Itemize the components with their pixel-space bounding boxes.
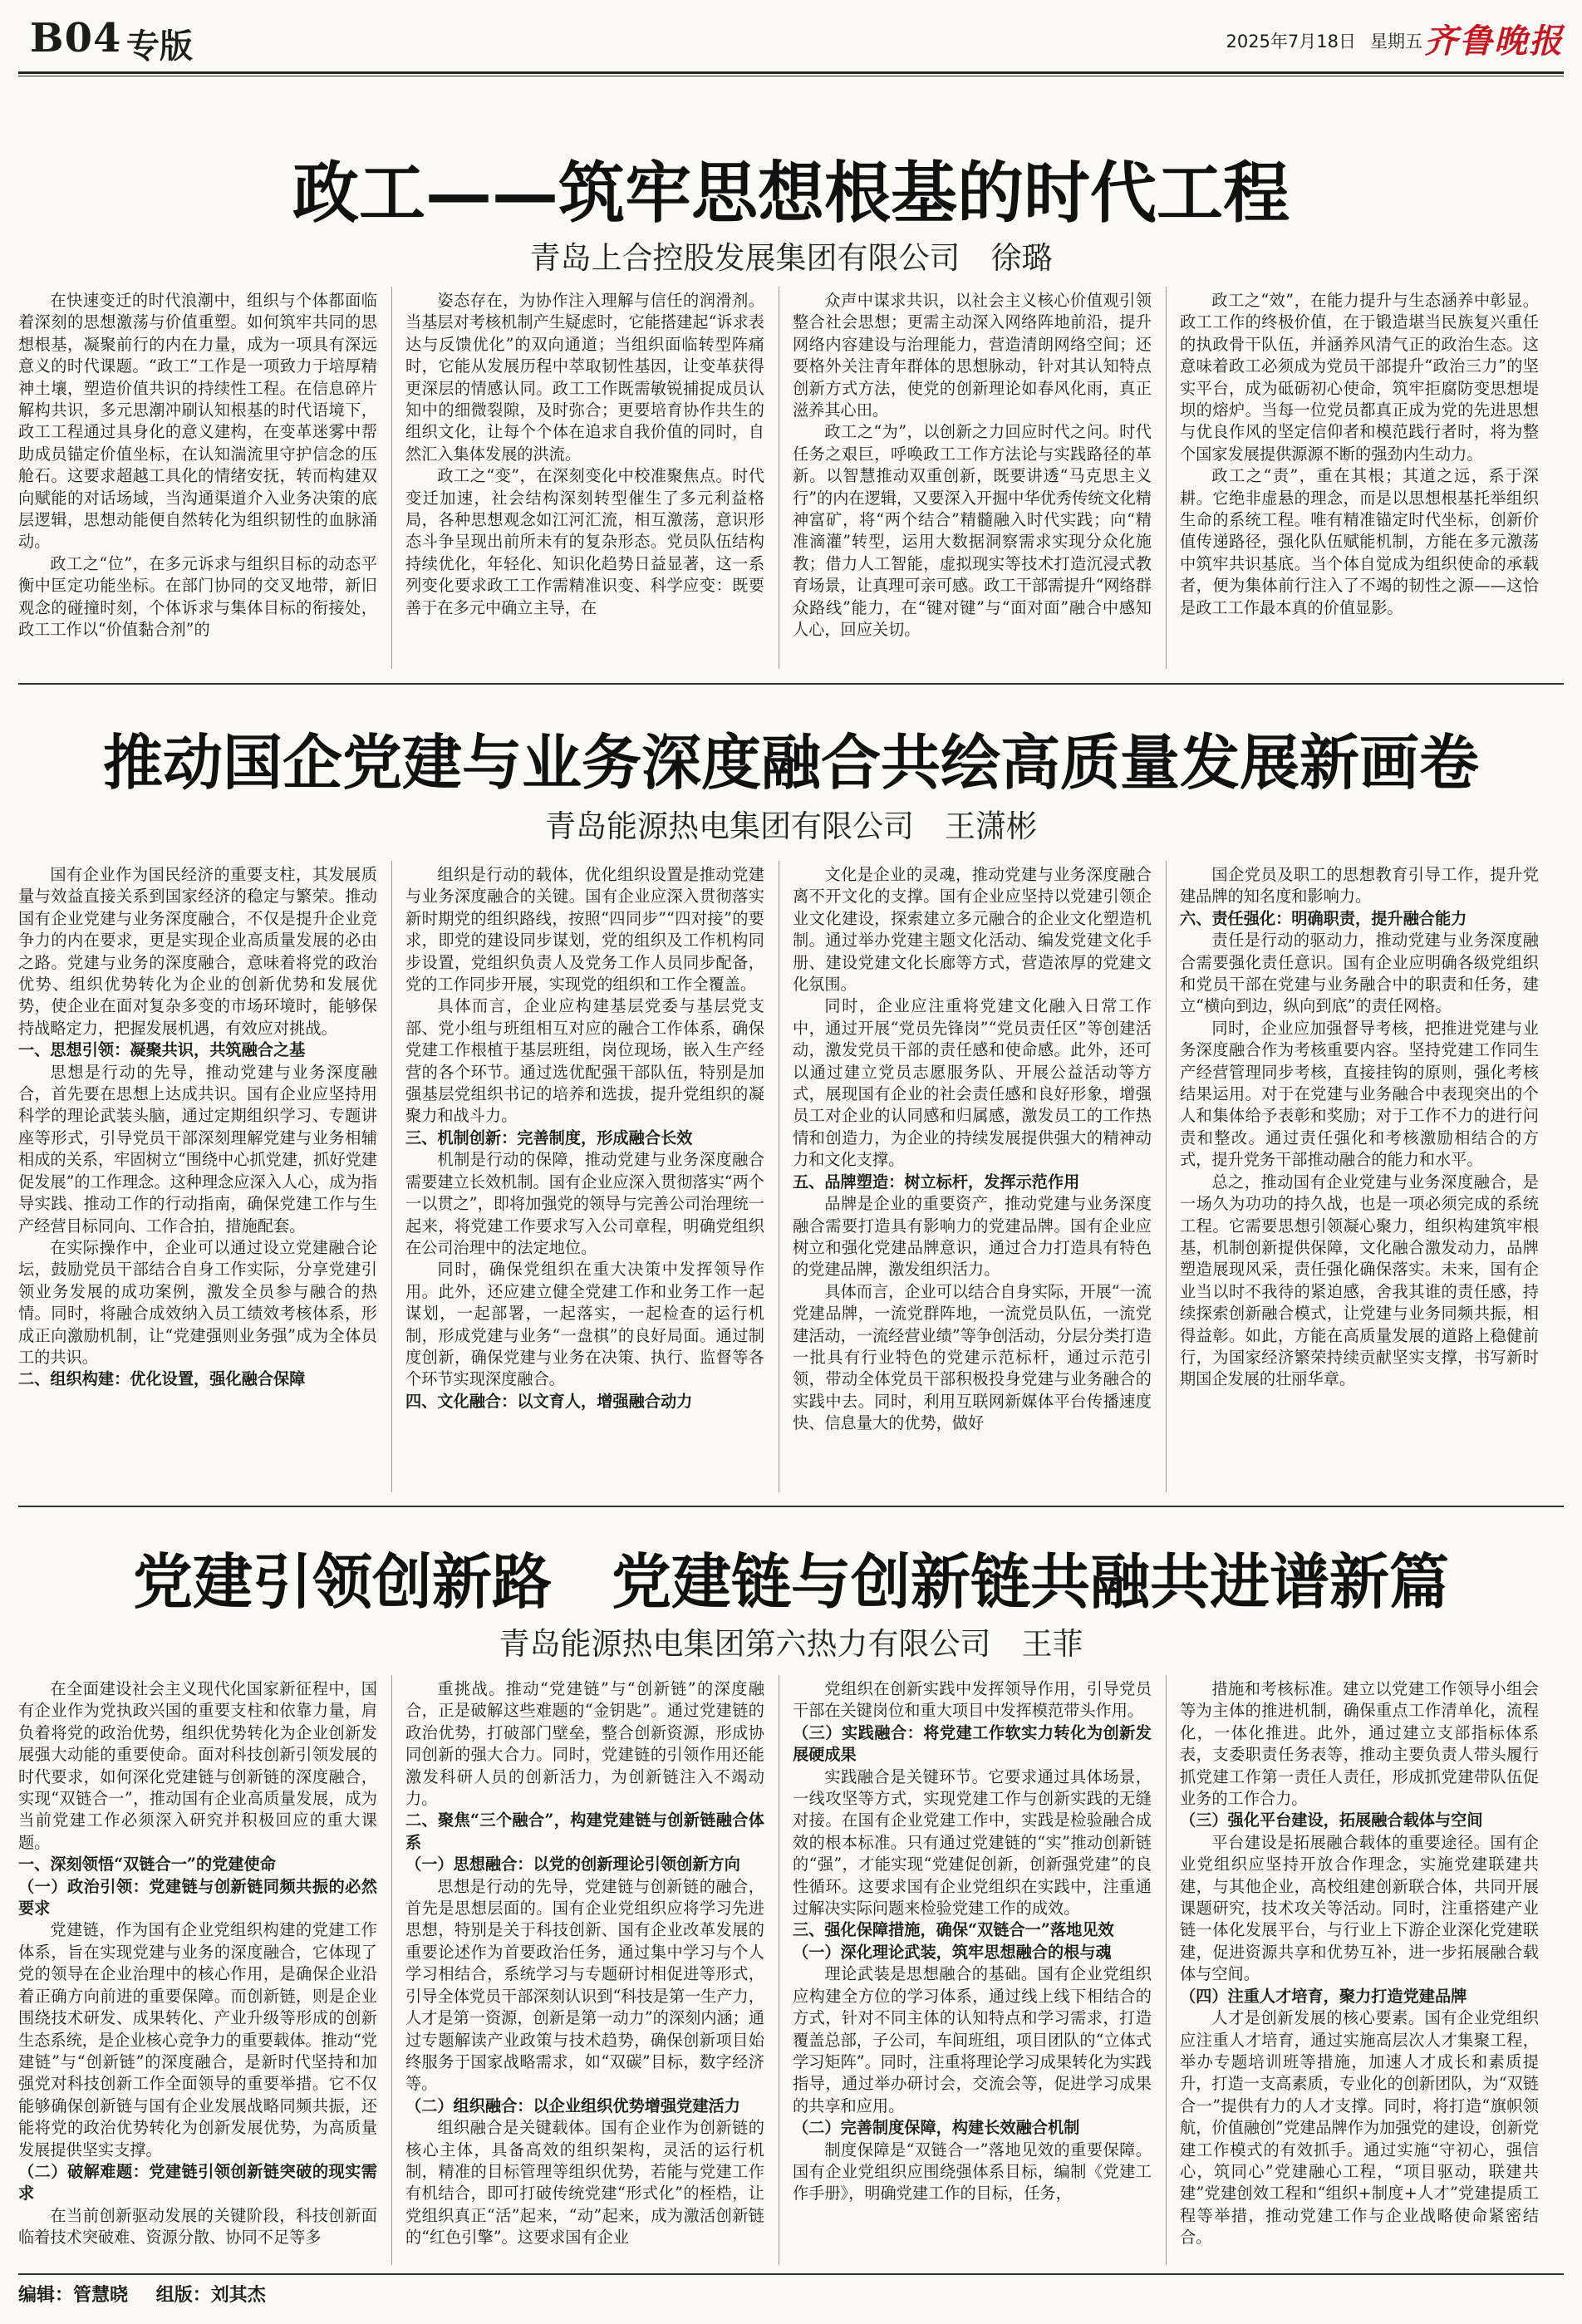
article-1-column-1 — [18, 290, 377, 672]
paragraph: 党建链，作为国有企业党组织构建的党建工作体系，旨在实现党建与业务的深度融合，它体现了党的领导在企业治理中的核心作用，是确保企业沿着正确方向前进的重要保障。而创新链，则是企业围绕技术研发、成果转化、产业升级等形成的创新生态系统，是企业核心竞争力的重要载体。推动“党建链”与“创新链”的深度融合，是新时代坚持和加强党对科技创新工作全面领导的重要举措。它不仅能够确保创新链与国有企业发展战略同频共振，还能将党的政治优势转化为创新发展优势，为高质量发展提供坚实支撑。 — [18, 1920, 377, 2159]
column-divider — [1166, 861, 1167, 1492]
paragraph: 具体而言，企业应构建基层党委与基层党支部、党小组与班组相互对应的融合工作体系，确保党建工作根植于基层班组，岗位现场，嵌入生产经营的各个环节。通过选优配强干部队伍，特别是加强基层党组织书记的培养和选拔，提升党组织的凝聚力和战斗力。 — [405, 996, 764, 1126]
newspaper-logo: 齐鲁晚报 — [1424, 22, 1564, 61]
section-heading: （三）强化平台建设，拓展融合载体与空间 — [1180, 1811, 1483, 1830]
section-label: 专版 — [126, 27, 193, 66]
paragraph: 在当前创新驱动发展的关键阶段，科技创新面临着技术突破难、资源分散、协同不足等多 — [18, 2205, 377, 2248]
column-divider — [1166, 1675, 1167, 2265]
paragraph: 政工之“责”，重在其根；其道之远，系于深耕。它绝非虚悬的理念，而是以思想根基托举组织生命的系统工程。唯有精准锚定时代坐标，创新价值传递路径，强化队伍赋能机制，方能在多元激荡中筑牢共识基底。当个体自觉成为组织使命的承载者，便为集体前行注入了不竭的韧性之源——这恰是政工工作最本真的价值显影。 — [1180, 466, 1539, 617]
section-heading: （一）思想融合：以党的创新理论引领创新方向 — [405, 1855, 740, 1874]
paragraph: 实践融合是关键环节。它要求通过具体场景，一线攻坚等方式，实现党建工作与创新实践的无缝对接。在国有企业党建工作中，实践是检验融合成效的根本标准。只有通过党建链的“实”推动创新链的“强”，才能实现“党建促创新，创新强党建”的良性循环。这要求国有企业党组织在实践中，注重通过解决实际问题来检验党建工作的成效。 — [793, 1766, 1152, 1919]
paragraph: 责任是行动的驱动力，推动党建与业务深度融合需要强化责任意识。国有企业应明确各级党组织和党员干部在党建与业务融合中的职责和任务，建立“横向到边，纵向到底”的责任网格。 — [1180, 931, 1539, 1016]
paragraph: 同时，企业应加强督导考核，把推进党建与业务深度融合作为考核重要内容。坚持党建工作同生产经营管理同步考核，直接挂钩的原则，强化考核结果运用。对于在党建与业务融合中表现突出的个人和集体给予表彰和奖励；对于工作不力的进行问责和整改。通过责任强化和考核激励相结合的方式，提升党务干部推动融合的能力和水平。 — [1180, 1018, 1539, 1170]
publication-weekday: 星期五 — [1370, 32, 1422, 52]
paragraph: 政工之“位”，在多元诉求与组织目标的动态平衡中匡定功能坐标。在部门协同的交叉地带，新旧观念的碰撞时刻，个体诉求与集体目标的衔接处，政工工作以“价值黏合剂”的 — [18, 553, 377, 640]
page-footer — [18, 2281, 1564, 2314]
paragraph: 同时，确保党组织在重大决策中发挥领导作用。此外，还应建立健全党建工作和业务工作一起谋划，一起部署，一起落实，一起检查的运行机制，形成党建与业务“一盘棋”的良好局面。通过制度创新，确保党建与业务在决策、执行、监督等各个环节实现深度融合。 — [405, 1260, 764, 1389]
paragraph: 政工之“效”，在能力提升与生态涵养中彰显。政工工作的终极价值，在于锻造堪当民族复兴重任的执政骨干队伍，并涵养风清气正的政治生态。这意味着政工必须成为党员干部提升“政治三力”的坚实平台，成为砥砺初心使命，筑牢拒腐防变思想堤坝的熔炉。当每一位党员都真正成为党的先进思想与优良作风的坚定信仰者和模范践行者时，将为整个国家发展提供源源不断的强劲内生动力。 — [1180, 291, 1539, 464]
article-1-column-3 — [793, 290, 1152, 672]
paragraph: 政工之“为”，以创新之力回应时代之问。时代任务之艰巨，呼唤政工工作方法论与实践路径的革新。以智慧推动双重创新，既要讲透“马克思主义行”的内在逻辑，又要深入开掘中华优秀传统文化精神富矿，将“两个结合”精髓融入时代实践；向“精准滴灌”转型，运用大数据洞察需求实现分众化施教；借力人工智能，虚拟现实等技术打造沉浸式教育场景，让真理可亲可感。政工干部需提升“网络群众路线”能力，在“键对键”与“面对面”融合中感知人心，回应关切。 — [793, 422, 1152, 640]
section-heading: 二、聚焦“三个融合”，构建党建链与创新链融合体系 — [405, 1811, 764, 1852]
paragraph: 同时，企业应注重将党建文化融入日常工作中，通过开展“党员先锋岗”“党员责任区”等创建活动，激发党员干部的责任感和使命感。此外，还可以通过建立党员志愿服务队、开展公益活动等方式，展现国有企业的社会责任感和良好形象，增强员工对企业的认同感和归属感，激发员工的工作热情和创造力，为企业的持续发展提供强大的精神动力和文化支撑。 — [793, 996, 1152, 1170]
article-3-column-4 — [1180, 1678, 1539, 2265]
article-3-byline: 青岛能源热电集团第六热力有限公司 王菲 — [499, 1626, 1083, 1662]
article-1-byline: 青岛上合控股发展集团有限公司 徐璐 — [529, 240, 1053, 276]
column-divider — [1166, 287, 1167, 669]
paragraph: 思想是行动的先导，推动党建与业务深度融合，首先要在思想上达成共识。国有企业应坚持用科学的理论武装头脑，通过定期组织学习、专题讲座等形式，引导党员干部深刻理解党建与业务相辅相成的关系，牢固树立“围绕中心抓党建，抓好党建促发展”的工作理念。这种理念应深入人心，成为指导实践、推动工作的行动指南，确保党建工作与生产经营目标同向、工作合拍，措施配套。 — [18, 1062, 377, 1236]
paragraph: 姿态存在，为协作注入理解与信任的润滑剂。当基层对考核机制产生疑虑时，它能搭建起“诉求表达与反馈优化”的双向通道；当组织面临转型阵痛时，它能从发展历程中萃取韧性基因，让变革获得更深层的情感认同。政工工作既需敏锐捕捉成员认知中的细微裂隙，及时弥合；更要培育协作共生的组织文化，让每个个体在追求自我价值的同时，自然汇入集体发展的洪流。 — [405, 291, 764, 464]
section-heading: （二）完善制度保障，构建长效融合机制 — [793, 2118, 1080, 2138]
paragraph: 重挑战。推动“党建链”与“创新链”的深度融合，正是破解这些难题的“金钥匙”。通过党建链的政治优势，打破部门壁垒，整合创新资源，形成协同创新的强大合力。同时，党建链的引领作用还能激发科研人员的创新活力，为创新链注入不竭动力。 — [405, 1679, 764, 1809]
paragraph: 具体而言，企业可以结合自身实际，开展“一流党建品牌，一流党群阵地，一流党员队伍，一流党建活动，一流经营业绩”等争创活动，分层分类打造一批具有行业特色的党建示范标杆，通过示范引领，带动全体党员干部积极投身党建与业务融合的实践中去。同时，利用互联网新媒体平台传播速度快、信息量大的优势，做好 — [793, 1281, 1152, 1433]
paragraph: 国有企业作为国民经济的重要支柱，其发展质量与效益直接关系到国家经济的稳定与繁荣。推动国有企业党建与业务深度融合，不仅是提升企业竞争力的内在要求，更是实现企业高质量发展的必由之路。党建与业务的深度融合，意味着将党的政治优势、组织优势转化为企业的创新优势和发展优势，使企业在面对复杂多变的市场环境时，能够保持战略定力，把握发展机遇，有效应对挑战。 — [18, 865, 377, 1038]
article-2-column-2 — [405, 864, 764, 1492]
publication-date: 2025年7月18日 — [1226, 32, 1356, 52]
paragraph: 文化是企业的灵魂，推动党建与业务深度融合离不开文化的支撑。国有企业应坚持以党建引领企业文化建设，探索建立多元融合的企业文化塑造机制。通过举办党建主题文化活动、编发党建文化手册、建设党建文化长廊等方式，营造浓厚的党建文化氛围。 — [793, 865, 1152, 995]
section-heading: （一）深化理论武装，筑牢思想融合的根与魂 — [793, 1942, 1112, 1962]
layout-credit: 组版：刘其杰 — [155, 2285, 266, 2306]
section-heading: 一、深刻领悟“双链合一”的党建使命 — [18, 1855, 276, 1874]
paragraph: 国企党员及职工的思想教育引导工作，提升党建品牌的知名度和影响力。 — [1180, 865, 1539, 907]
paragraph: 理论武装是思想融合的基础。国有企业党组织应构建全方位的学习体系，通过线上线下相结合的方式，针对不同主体的认知特点和学习需求，打造覆盖总部，子公司，车间班组，项目团队的“立体式学习矩阵”。同时，注重将理论学习成果转化为实践指导，通过举办研讨会，交流会等，促进学习成果的共享和应用。 — [793, 1964, 1152, 2115]
page-code: B04 — [30, 15, 122, 61]
section-heading: 三、强化保障措施，确保“双链合一”落地见效 — [793, 1920, 1114, 1940]
column-divider — [391, 287, 392, 669]
article-2-column-3 — [793, 864, 1152, 1492]
article-2-column-4 — [1180, 864, 1539, 1492]
paragraph: 机制是行动的保障，推动党建与业务深度融合需要建立长效机制。国有企业应深入贯彻落实“两个一以贯之”，即将加强党的领导与完善公司治理统一起来，将党建工作要求写入公司章程，明确党组织在公司治理中的法定地位。 — [405, 1150, 764, 1257]
masthead-rule — [18, 71, 1564, 74]
section-heading: 四、文化融合：以文育人，增强融合动力 — [405, 1391, 693, 1411]
column-divider — [391, 1675, 392, 2265]
paragraph: 总之，推动国有企业党建与业务深度融合，是一场久为功功的持久战，也是一项必须完成的系统工程。它需要思想引领凝心聚力，组织构建筑牢根基，机制创新提供保障，文化融合激发动力，品牌塑造展现风采，责任强化确保落实。未来，国有企业当以时不我待的紧迫感，舍我其谁的责任感，持续探索创新融合模式，让党建与业务同频共振，相得益彰。如此，方能在高质量发展的道路上稳健前行，为国家经济繁荣持续贡献坚实支撑，书写新时期国企发展的壮丽华章。 — [1180, 1172, 1539, 1389]
article-3-column-3 — [793, 1678, 1152, 2265]
paragraph: 党组织在创新实践中发挥领导作用，引导党员干部在关键岗位和重大项目中发挥模范带头作用。 — [793, 1679, 1152, 1721]
section-heading: 三、机制创新：完善制度，形成融合长效 — [405, 1128, 693, 1147]
footer-rule — [18, 2273, 1564, 2275]
article-1-title: 政工——筑牢思想根基的时代工程 — [292, 154, 1290, 232]
article-2-title: 推动国企党建与业务深度融合共绘高质量发展新画卷 — [102, 727, 1479, 798]
paragraph: 品牌是企业的重要资产，推动党建与业务深度融合需要打造具有影响力的党建品牌。国有企业应树立和强化党建品牌意识，通过合力打造具有特色的党建品牌，激发组织活力。 — [793, 1194, 1152, 1280]
paragraph: 众声中谋求共识，以社会主义核心价值观引领整合社会思想；更需主动深入网络阵地前沿，提升网络内容建设与治理能力，营造清朗网络空间；还要格外关注青年群体的思想脉动，针对其认知特点创新方式方法，使党的创新理论如春风化雨，真正滋养其心田。 — [793, 291, 1152, 420]
paragraph: 在快速变迁的时代浪潮中，组织与个体都面临着深刻的思想激荡与价值重塑。如何筑牢共同的思想根基，凝聚前行的内在力量，成为一项具有深远意义的时代课题。“政工”工作是一项致力于培厚精神土壤，塑造价值共识的持续性工程。在信息碎片解构共识，多元思潮冲刷认知根基的时代语境下，政工工程通过具身化的意义建构，在变革迷雾中帮助成员锚定价值坐标，在认知湍流里守护信念的压舱石。这要求超越工具化的情绪安抚，转而构建双向赋能的对话场域，当沟通渠道介入业务决策的底层逻辑，思想动能便自然转化为组织韧性的血脉涌动。 — [18, 291, 377, 552]
article-3-column-1 — [18, 1678, 377, 2265]
paragraph: 措施和考核标准。建立以党建工作领导小组会等为主体的推进机制，确保重点工作清单化，流程化，一体化推进。此外，通过建立支部指标体系表，支委职责任务表等，推动主要负责人带头履行抓党建工作第一责任人责任，形成抓党建带队伍促业务的工作合力。 — [1180, 1679, 1539, 1809]
article-2-byline: 青岛能源热电集团有限公司 王潇彬 — [545, 808, 1037, 844]
section-heading: 一、思想引领：凝聚共识，共筑融合之基 — [18, 1040, 306, 1060]
paragraph: 平台建设是拓展融合载体的重要途径。国有企业党组织应坚持开放合作理念，实施党建联建共建，与其他企业，高校组建创新联合体，共同开展课题研究，技术攻关等活动。同时，注重搭建产业链一体化发展平台，与行业上下游企业深化党建联建，促进资源共享和优势互补，进一步拓展融合载体与空间。 — [1180, 1832, 1539, 1984]
paragraph: 组织融合是关键载体。国有企业作为创新链的核心主体，具备高效的组织架构，灵活的运行机制，精准的目标管理等组织优势，若能与党建工作有机结合，即可打破传统党建“形式化”的桎梏，让党组织真正“活”起来，“动”起来，成为激活创新链的“红色引擎”。这要求国有企业 — [405, 2118, 764, 2248]
section-heading: （四）注重人才培育，聚力打造党建品牌 — [1180, 1986, 1467, 2006]
section-heading: 二、组织构建：优化设置，强化融合保障 — [18, 1369, 306, 1389]
article-2-column-1 — [18, 864, 377, 1492]
article-1-column-4 — [1180, 290, 1539, 672]
section-heading: 五、品牌塑造：树立标杆，发挥示范作用 — [793, 1172, 1080, 1191]
paragraph: 制度保障是“双链合一”落地见效的重要保障。国有企业党组织应围绕强体系目标，编制《党建工作手册》，明确党建工作的目标，任务， — [793, 2140, 1152, 2204]
section-heading: （二）破解难题：党建链引领创新链突破的现实需求 — [18, 2161, 377, 2204]
column-divider — [391, 861, 392, 1492]
paragraph: 政工之“变”，在深刻变化中校准聚焦点。时代变迁加速，社会结构深刻转型催生了多元利益格局，各种思想观念如江河汇流，相互激荡，意识形态斗争呈现出前所未有的复杂形态。党员队伍结构持续优化，年轻化、知识化趋势日益显著，这一系列变化要求政工工作需精准识变、科学应变：既要善于在多元中确立主导，在 — [405, 466, 764, 617]
editor-credit: 编辑：管慧晓 — [18, 2285, 129, 2306]
article-separator — [18, 683, 1564, 685]
section-heading: （一）政治引领：党建链与创新链同频共振的必然要求 — [18, 1876, 377, 1919]
paragraph: 人才是创新发展的核心要素。国有企业党组织应注重人才培育，通过实施高层次人才集聚工程，举办专题培训班等措施，加速人才成长和素质提升，打造一支高素质，专业化的创新团队，为“双链合一”提供有力的人才支撑。同时，将打造“旗帜领航，价值融创”党建品牌作为加强党的建设，创新党建工作模式的有效抓手。通过实施“守初心，强信心，筑同心”党建融心工程，“项目驱动，联建共建”党建创效工程和“组织+制度+人才”党建提质工程等举措，推动党建工作与企业战略使命紧密结合。 — [1180, 2008, 1539, 2248]
article-3-title: 党建引领创新路 党建链与创新链共融共进谱新篇 — [132, 1546, 1449, 1617]
paragraph: 在全面建设社会主义现代化国家新征程中，国有企业作为党执政兴国的重要支柱和依靠力量，肩负着将党的政治优势，组织优势转化为企业创新发展强大动能的重要使命。面对科技创新引领发展的时代要求，如何深化党建链与创新链的深度融合，实现“双链合一”，推动国有企业高质量发展，成为当前党建工作必须深入研究并积极回应的重大课题。 — [18, 1679, 377, 1852]
section-heading: （三）实践融合：将党建工作软实力转化为创新发展硬成果 — [793, 1722, 1152, 1765]
article-separator — [18, 1506, 1564, 1507]
section-heading: 六、责任强化：明确职责，提升融合能力 — [1180, 908, 1467, 928]
article-3-column-2 — [405, 1678, 764, 2265]
paragraph: 组织是行动的载体，优化组织设置是推动党建与业务深度融合的关键。国有企业应深入贯彻落实新时期党的组织路线，按照“四同步”“四对接”的要求，即党的建设同步谋划，党的组织及工作机构同步设置，党组织负责人及党务工作人员同步配备，党的工作同步开展，实现党的组织和工作全覆盖。 — [405, 865, 764, 995]
paragraph: 在实际操作中，企业可以通过设立党建融合论坛，鼓励党员干部结合自身工作实际，分享党建引领业务发展的成功案例，激发全员参与融合的热情。同时，将融合成效纳入员工绩效考核体系，形成正向激励机制，让“党建强则业务强”成为全体员工的共识。 — [18, 1237, 377, 1367]
paragraph: 思想是行动的先导，党建链与创新链的融合，首先是思想层面的。国有企业党组织应将学习先进思想，特别是关于科技创新、国有企业改革发展的重要论述作为首要政治任务，通过集中学习与个人学习相结合，系统学习与专题研讨相促进等形式，引导全体党员干部深刻认识到“科技是第一生产力，人才是第一资源，创新是第一动力”的深刻内涵；通过专题解读产业政策与技术趋势，确保创新项目始终服务于国家战略需求，如“双碳”目标，数字经济等。 — [405, 1876, 764, 2094]
article-1-column-2 — [405, 290, 764, 672]
section-heading: （二）组织融合：以企业组织优势增强党建活力 — [405, 2096, 740, 2115]
masthead — [18, 7, 1564, 66]
